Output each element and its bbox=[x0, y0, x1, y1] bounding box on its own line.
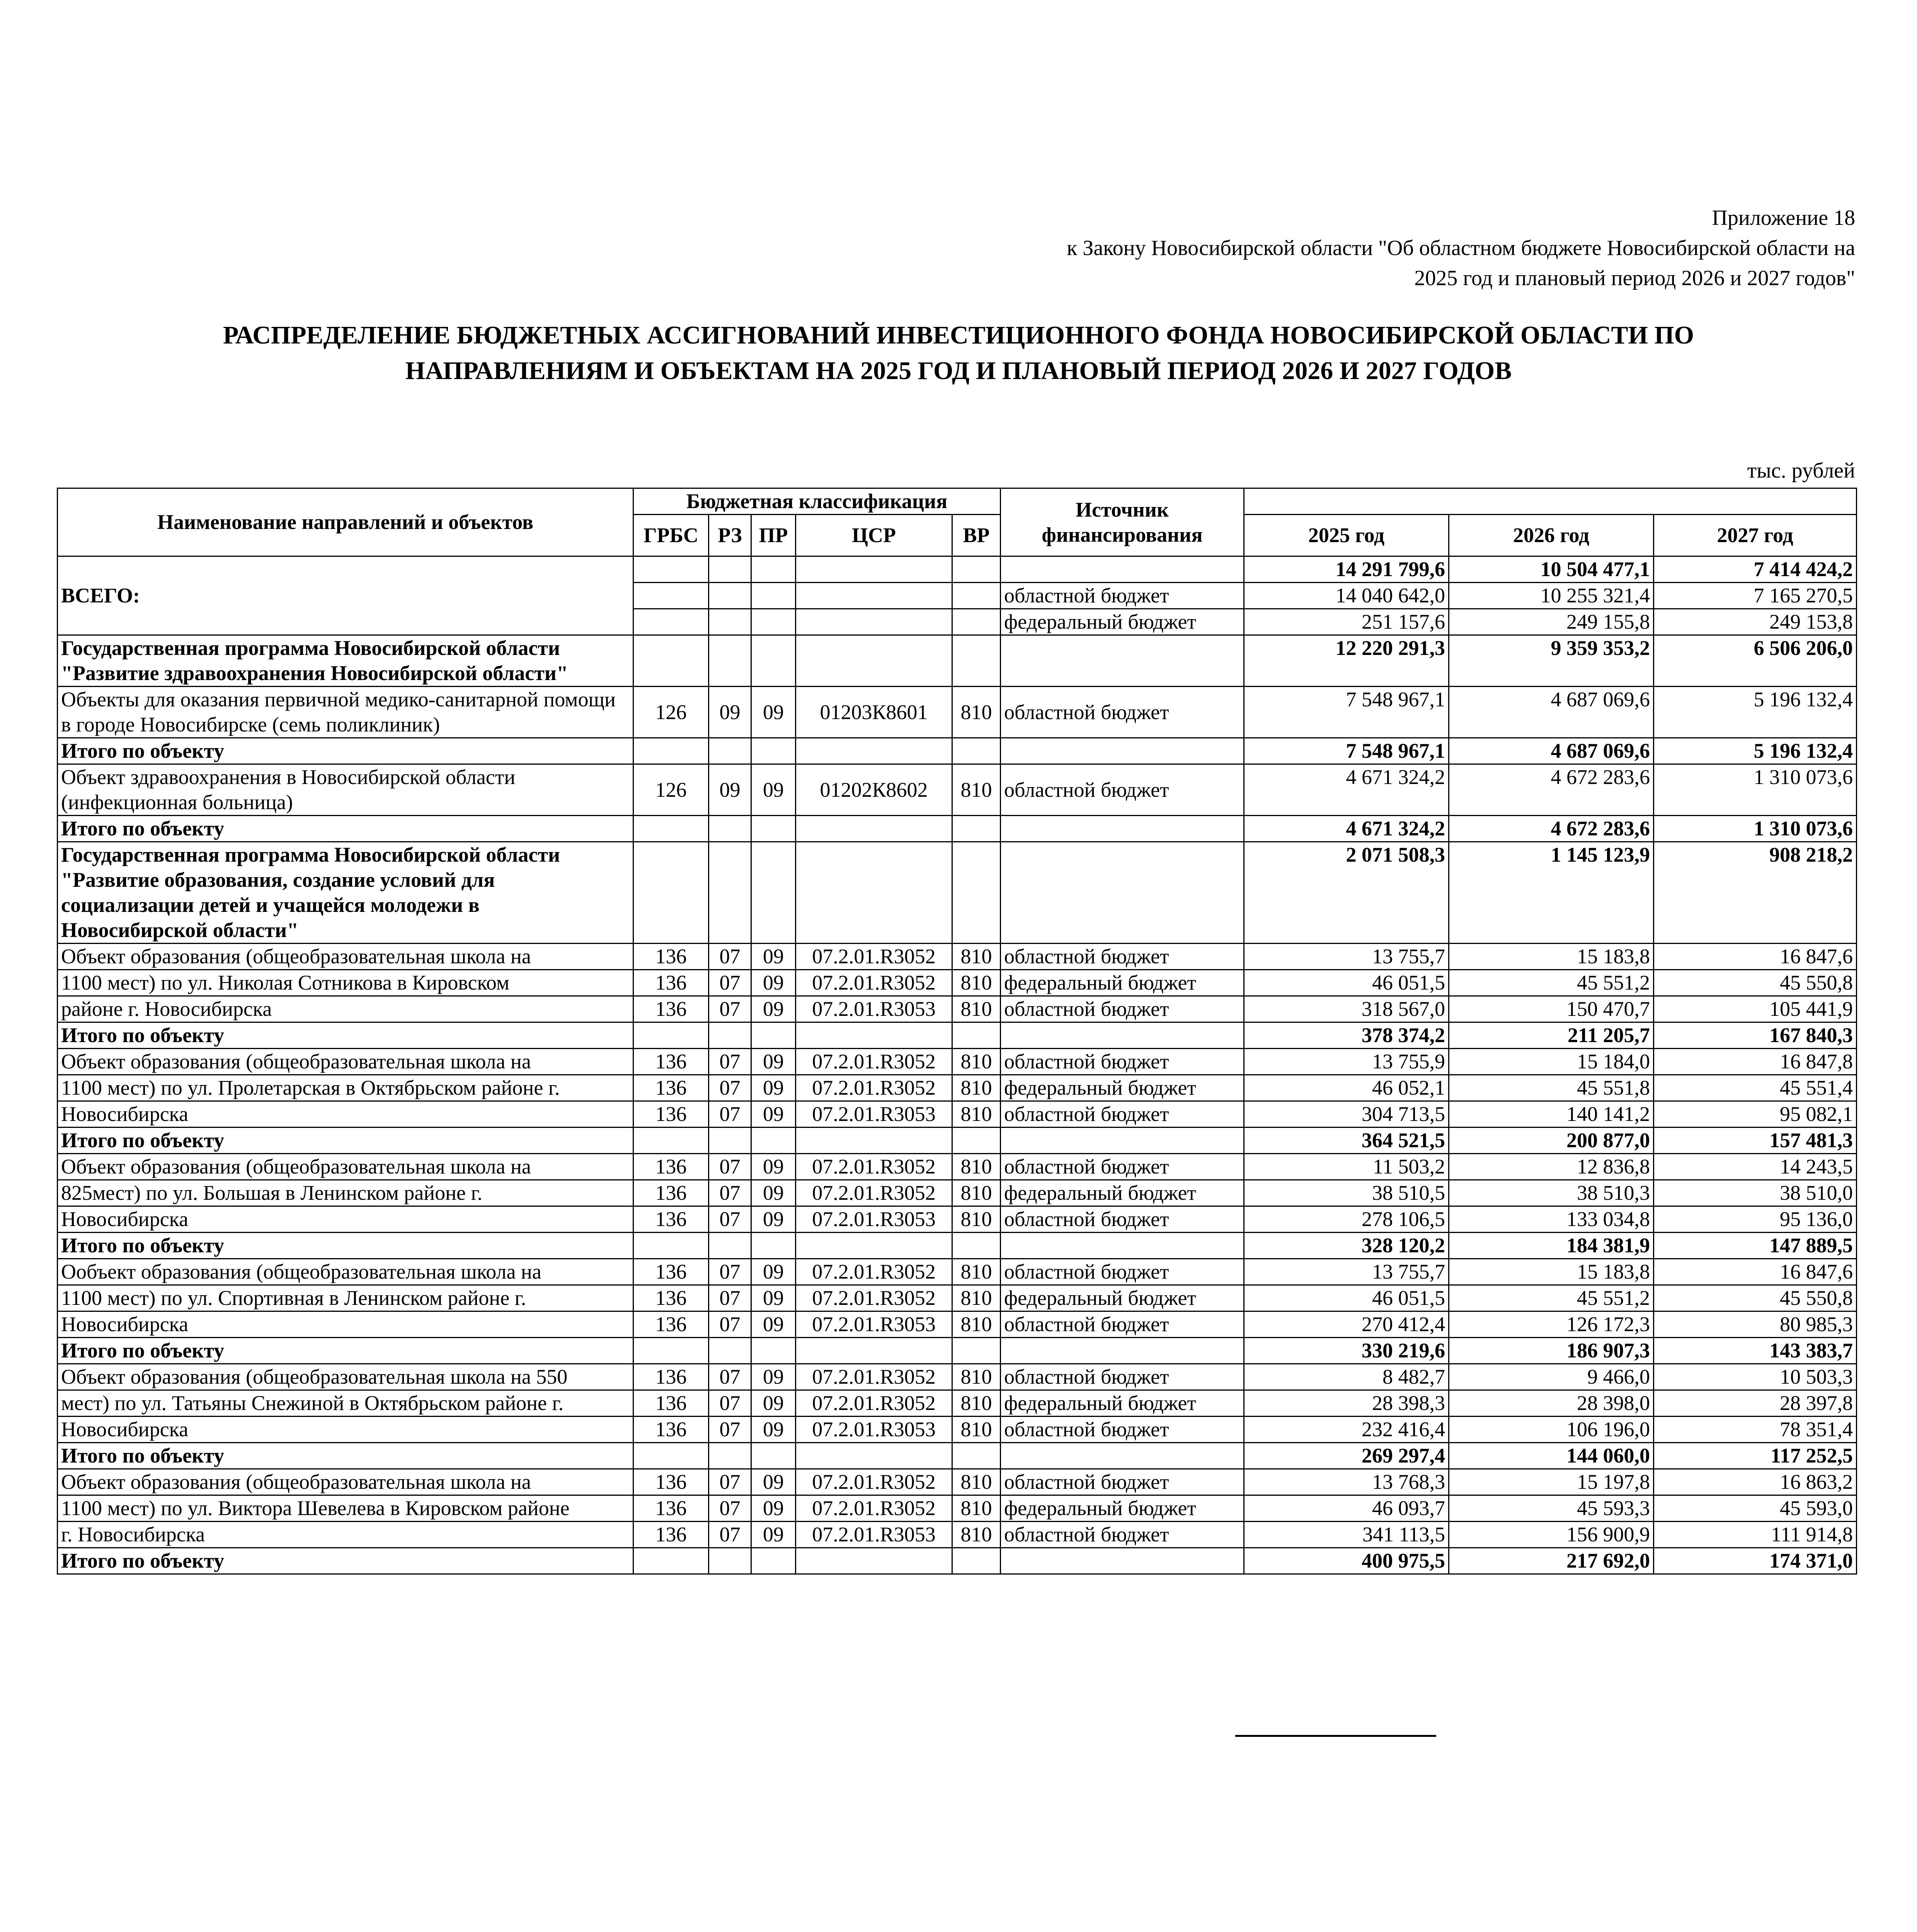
object-name: Объект образования (общеобразовательная школа на bbox=[58, 1154, 633, 1180]
source-cell: федеральный бюджет bbox=[1001, 1495, 1244, 1522]
source-cell: областной бюджет bbox=[1001, 687, 1244, 738]
object-name: Новосибирска bbox=[58, 1101, 633, 1128]
value-cell: 7 165 270,5 bbox=[1654, 583, 1857, 609]
source-cell: областной бюджет bbox=[1001, 583, 1244, 609]
object-name: Объект образования (общеобразовательная школа на bbox=[58, 944, 633, 970]
subtotal-row: Итого по объекту 269 297,4 144 060,0 117 252,5 bbox=[58, 1443, 1857, 1469]
appendix-header bbox=[928, 203, 1855, 293]
source-cell: областной бюджет bbox=[1001, 996, 1244, 1022]
appendix-law-line: к Закону Новосибирской области "Об областном бюджете Новосибирской области на bbox=[1067, 236, 1855, 260]
header-csr: ЦСР bbox=[796, 515, 952, 556]
value-cell: 1 310 073,6 bbox=[1654, 764, 1857, 816]
value-cell: 2 071 508,3 bbox=[1244, 842, 1449, 944]
object-row: 1100 мест) по ул. Спортивная в Ленинском районе г. 136 07 09 07.2.01.R3052 810 федеральный бюджет 46 051,5 45 551,2 45 550,8 bbox=[58, 1285, 1857, 1311]
header-2026: 2026 год bbox=[1449, 515, 1654, 556]
value-cell: 5 196 132,4 bbox=[1654, 687, 1857, 738]
value-cell: 4 671 324,2 bbox=[1244, 764, 1449, 816]
header-years-group bbox=[1244, 488, 1857, 515]
subtotal-row: Итого по объекту 330 219,6 186 907,3 143 383,7 bbox=[58, 1338, 1857, 1364]
value-cell: 9 359 353,2 bbox=[1449, 635, 1654, 687]
object-name: мест) по ул. Татьяны Снежиной в Октябрьском районе г. bbox=[58, 1390, 633, 1417]
source-cell: федеральный бюджет bbox=[1001, 609, 1244, 635]
object-name: 1100 мест) по ул. Пролетарская в Октябрьском районе г. bbox=[58, 1075, 633, 1101]
header-pr: ПР bbox=[751, 515, 796, 556]
value-cell: 908 218,2 bbox=[1654, 842, 1857, 944]
object-row: 1100 мест) по ул. Пролетарская в Октябрьском районе г. 136 07 09 07.2.01.R3052 810 федеральный бюджет 46 052,1 45 551,8 45 551,4 bbox=[58, 1075, 1857, 1101]
object-row: Объект образования (общеобразовательная школа на 136 07 09 07.2.01.R3052 810 областной бюджет 11 503,2 12 836,8 14 243,5 bbox=[58, 1154, 1857, 1180]
subtotal-row: Итого по объекту 364 521,5 200 877,0 157 481,3 bbox=[58, 1128, 1857, 1154]
subtotal-label: Итого по объекту bbox=[58, 738, 633, 764]
object-row: 1100 мест) по ул. Виктора Шевелева в Кировском районе 136 07 09 07.2.01.R3052 810 федеральный бюджет 46 093,7 45 593,3 45 593,0 bbox=[58, 1495, 1857, 1522]
subtotal-row: Итого по объекту 378 374,2 211 205,7 167 840,3 bbox=[58, 1022, 1857, 1049]
subtotal-label: Итого по объекту bbox=[58, 1443, 633, 1469]
title-line: РАСПРЕДЕЛЕНИЕ БЮДЖЕТНЫХ АССИГНОВАНИЙ ИНВЕСТИЦИОННОГО ФОНДА НОВОСИБИРСКОЙ ОБЛАСТИ ПО bbox=[223, 321, 1694, 349]
object-row: Новосибирска 136 07 09 07.2.01.R3053 810 областной бюджет 270 412,4 126 172,3 80 985,3 bbox=[58, 1311, 1857, 1338]
header-2027: 2027 год bbox=[1654, 515, 1857, 556]
appendix-law-line: 2025 год и плановый период 2026 и 2027 годов" bbox=[1414, 266, 1855, 290]
object-row: Объект образования (общеобразовательная школа на 136 07 09 07.2.01.R3052 810 областной бюджет 13 768,3 15 197,8 16 863,2 bbox=[58, 1469, 1857, 1495]
object-name: Объект образования (общеобразовательная школа на bbox=[58, 1469, 633, 1495]
object-name: 825мест) по ул. Большая в Ленинском районе г. bbox=[58, 1180, 633, 1206]
source-cell: федеральный бюджет bbox=[1001, 1075, 1244, 1101]
object-row: Объект образования (общеобразовательная школа на 136 07 09 07.2.01.R3052 810 областной бюджет 13 755,9 15 184,0 16 847,8 bbox=[58, 1049, 1857, 1075]
source-cell: областной бюджет bbox=[1001, 1417, 1244, 1443]
total-2025: 14 291 799,6 bbox=[1244, 556, 1449, 583]
document-title bbox=[58, 318, 1859, 389]
object-row: 1100 мест) по ул. Николая Сотникова в Кировском 136 07 09 07.2.01.R3052 810 федеральный бюджет 46 051,5 45 551,2 45 550,8 bbox=[58, 970, 1857, 996]
object-name: Новосибирска bbox=[58, 1311, 633, 1338]
value-cell: 249 155,8 bbox=[1449, 609, 1654, 635]
source-cell: областной бюджет bbox=[1001, 1154, 1244, 1180]
object-name: 1100 мест) по ул. Николая Сотникова в Кировском bbox=[58, 970, 633, 996]
header-vr: ВР bbox=[952, 515, 1001, 556]
object-row: Новосибирска 136 07 09 07.2.01.R3053 810 областной бюджет 232 416,4 106 196,0 78 351,4 bbox=[58, 1417, 1857, 1443]
total-2026: 10 504 477,1 bbox=[1449, 556, 1654, 583]
object-row: Объект здравоохранения в Новосибирской области (инфекционная больница) 126 09 09 01202К8602 810 областной бюджет 4 671 324,2 4 672 283,6 1 310 073,6 bbox=[58, 764, 1857, 816]
source-cell: федеральный бюджет bbox=[1001, 1390, 1244, 1417]
subtotal-row: Итого по объекту 4 671 324,2 4 672 283,6 1 310 073,6 bbox=[58, 816, 1857, 842]
table-header-row bbox=[58, 488, 1857, 515]
object-row: районе г. Новосибирска 136 07 09 07.2.01.R3053 810 областной бюджет 318 567,0 150 470,7 105 441,9 bbox=[58, 996, 1857, 1022]
object-name: г. Новосибирска bbox=[58, 1522, 633, 1548]
object-row: Ообъект образования (общеобразовательная школа на 136 07 09 07.2.01.R3052 810 областной бюджет 13 755,7 15 183,8 16 847,6 bbox=[58, 1259, 1857, 1285]
object-row: Объект образования (общеобразовательная школа на 550 136 07 09 07.2.01.R3052 810 областной бюджет 8 482,7 9 466,0 10 503,3 bbox=[58, 1364, 1857, 1390]
object-name: Объект здравоохранения в Новосибирской области (инфекционная больница) bbox=[58, 764, 633, 816]
object-name: 1100 мест) по ул. Виктора Шевелева в Кировском районе bbox=[58, 1495, 633, 1522]
value-cell: 4 687 069,6 bbox=[1449, 687, 1654, 738]
program-name: Государственная программа Новосибирской области "Развитие здравоохранения Новосибирской области" bbox=[58, 635, 633, 687]
total-2027: 7 414 424,2 bbox=[1654, 556, 1857, 583]
source-cell: областной бюджет bbox=[1001, 1259, 1244, 1285]
end-of-document-rule bbox=[1235, 1735, 1436, 1737]
object-name: Объект образования (общеобразовательная школа на 550 bbox=[58, 1364, 633, 1390]
object-row: Объекты для оказания первичной медико-санитарной помощи в городе Новосибирске (семь поликлиник) 126 09 09 01203К8601 810 областной бюджет 7 548 967,1 4 687 069,6 5 196 132,4 bbox=[58, 687, 1857, 738]
source-cell: областной бюджет bbox=[1001, 1364, 1244, 1390]
object-name: Ообъект образования (общеобразовательная школа на bbox=[58, 1259, 633, 1285]
object-row: мест) по ул. Татьяны Снежиной в Октябрьском районе г. 136 07 09 07.2.01.R3052 810 федеральный бюджет 28 398,3 28 398,0 28 397,8 bbox=[58, 1390, 1857, 1417]
appendix-number: Приложение 18 bbox=[1712, 206, 1855, 230]
value-cell: 251 157,6 bbox=[1244, 609, 1449, 635]
subtotal-row: Итого по объекту 7 548 967,1 4 687 069,6 5 196 132,4 bbox=[58, 738, 1857, 764]
source-cell: областной бюджет bbox=[1001, 1469, 1244, 1495]
units-label: тыс. рублей bbox=[1747, 459, 1855, 483]
header-classification: Бюджетная классификация bbox=[633, 488, 1001, 515]
subtotal-label: Итого по объекту bbox=[58, 1022, 633, 1049]
source-cell: областной бюджет bbox=[1001, 944, 1244, 970]
header-rz: РЗ bbox=[709, 515, 751, 556]
subtotal-label: Итого по объекту bbox=[58, 1233, 633, 1259]
value-cell: 4 672 283,6 bbox=[1449, 764, 1654, 816]
program-name: Государственная программа Новосибирской области "Развитие образования, создание условий для социализации детей и учащейся молодежи в Новосибирской области" bbox=[58, 842, 633, 944]
object-name: Объект образования (общеобразовательная школа на bbox=[58, 1049, 633, 1075]
object-name: районе г. Новосибирска bbox=[58, 996, 633, 1022]
subtotal-row: Итого по объекту 400 975,5 217 692,0 174 371,0 bbox=[58, 1548, 1857, 1574]
subtotal-label: Итого по объекту bbox=[58, 1548, 633, 1574]
value-cell: 249 153,8 bbox=[1654, 609, 1857, 635]
total-row bbox=[58, 556, 1857, 583]
header-source: Источник финансирования bbox=[1001, 488, 1244, 556]
object-row: Новосибирска 136 07 09 07.2.01.R3053 810 областной бюджет 278 106,5 133 034,8 95 136,0 bbox=[58, 1206, 1857, 1233]
source-cell: федеральный бюджет bbox=[1001, 1180, 1244, 1206]
object-name: 1100 мест) по ул. Спортивная в Ленинском районе г. bbox=[58, 1285, 633, 1311]
object-name: Новосибирска bbox=[58, 1206, 633, 1233]
header-2025: 2025 год bbox=[1244, 515, 1449, 556]
subtotal-label: Итого по объекту bbox=[58, 1128, 633, 1154]
object-name: Объекты для оказания первичной медико-санитарной помощи в городе Новосибирске (семь поликлиник) bbox=[58, 687, 633, 738]
source-cell: областной бюджет bbox=[1001, 764, 1244, 816]
source-cell: областной бюджет bbox=[1001, 1101, 1244, 1128]
header-name: Наименование направлений и объектов bbox=[58, 488, 633, 556]
source-cell: областной бюджет bbox=[1001, 1311, 1244, 1338]
value-cell: 14 040 642,0 bbox=[1244, 583, 1449, 609]
header-grbs: ГРБС bbox=[633, 515, 709, 556]
object-row: г. Новосибирска 136 07 09 07.2.01.R3053 810 областной бюджет 341 113,5 156 900,9 111 914,8 bbox=[58, 1522, 1857, 1548]
title-line: НАПРАВЛЕНИЯМ И ОБЪЕКТАМ НА 2025 ГОД И ПЛАНОВЫЙ ПЕРИОД 2026 И 2027 ГОДОВ bbox=[405, 357, 1512, 385]
value-cell: 7 548 967,1 bbox=[1244, 687, 1449, 738]
source-cell: федеральный бюджет bbox=[1001, 970, 1244, 996]
subtotal-row: Итого по объекту 328 120,2 184 381,9 147 889,5 bbox=[58, 1233, 1857, 1259]
object-name: Новосибирска bbox=[58, 1417, 633, 1443]
source-cell: областной бюджет bbox=[1001, 1049, 1244, 1075]
value-cell: 12 220 291,3 bbox=[1244, 635, 1449, 687]
source-cell: областной бюджет bbox=[1001, 1206, 1244, 1233]
object-row: Объект образования (общеобразовательная школа на 136 07 09 07.2.01.R3052 810 областной бюджет 13 755,7 15 183,8 16 847,6 bbox=[58, 944, 1857, 970]
program-row bbox=[58, 635, 1857, 687]
subtotal-label: Итого по объекту bbox=[58, 1338, 633, 1364]
source-cell: федеральный бюджет bbox=[1001, 1285, 1244, 1311]
total-label: ВСЕГО: bbox=[58, 556, 633, 635]
object-row: Новосибирска 136 07 09 07.2.01.R3053 810 областной бюджет 304 713,5 140 141,2 95 082,1 bbox=[58, 1101, 1857, 1128]
allocation-table bbox=[57, 488, 1857, 1575]
source-cell: областной бюджет bbox=[1001, 1522, 1244, 1548]
value-cell: 10 255 321,4 bbox=[1449, 583, 1654, 609]
value-cell: 6 506 206,0 bbox=[1654, 635, 1857, 687]
object-row: 825мест) по ул. Большая в Ленинском районе г. 136 07 09 07.2.01.R3052 810 федеральный бюджет 38 510,5 38 510,3 38 510,0 bbox=[58, 1180, 1857, 1206]
program-row bbox=[58, 842, 1857, 944]
subtotal-label: Итого по объекту bbox=[58, 816, 633, 842]
value-cell: 1 145 123,9 bbox=[1449, 842, 1654, 944]
